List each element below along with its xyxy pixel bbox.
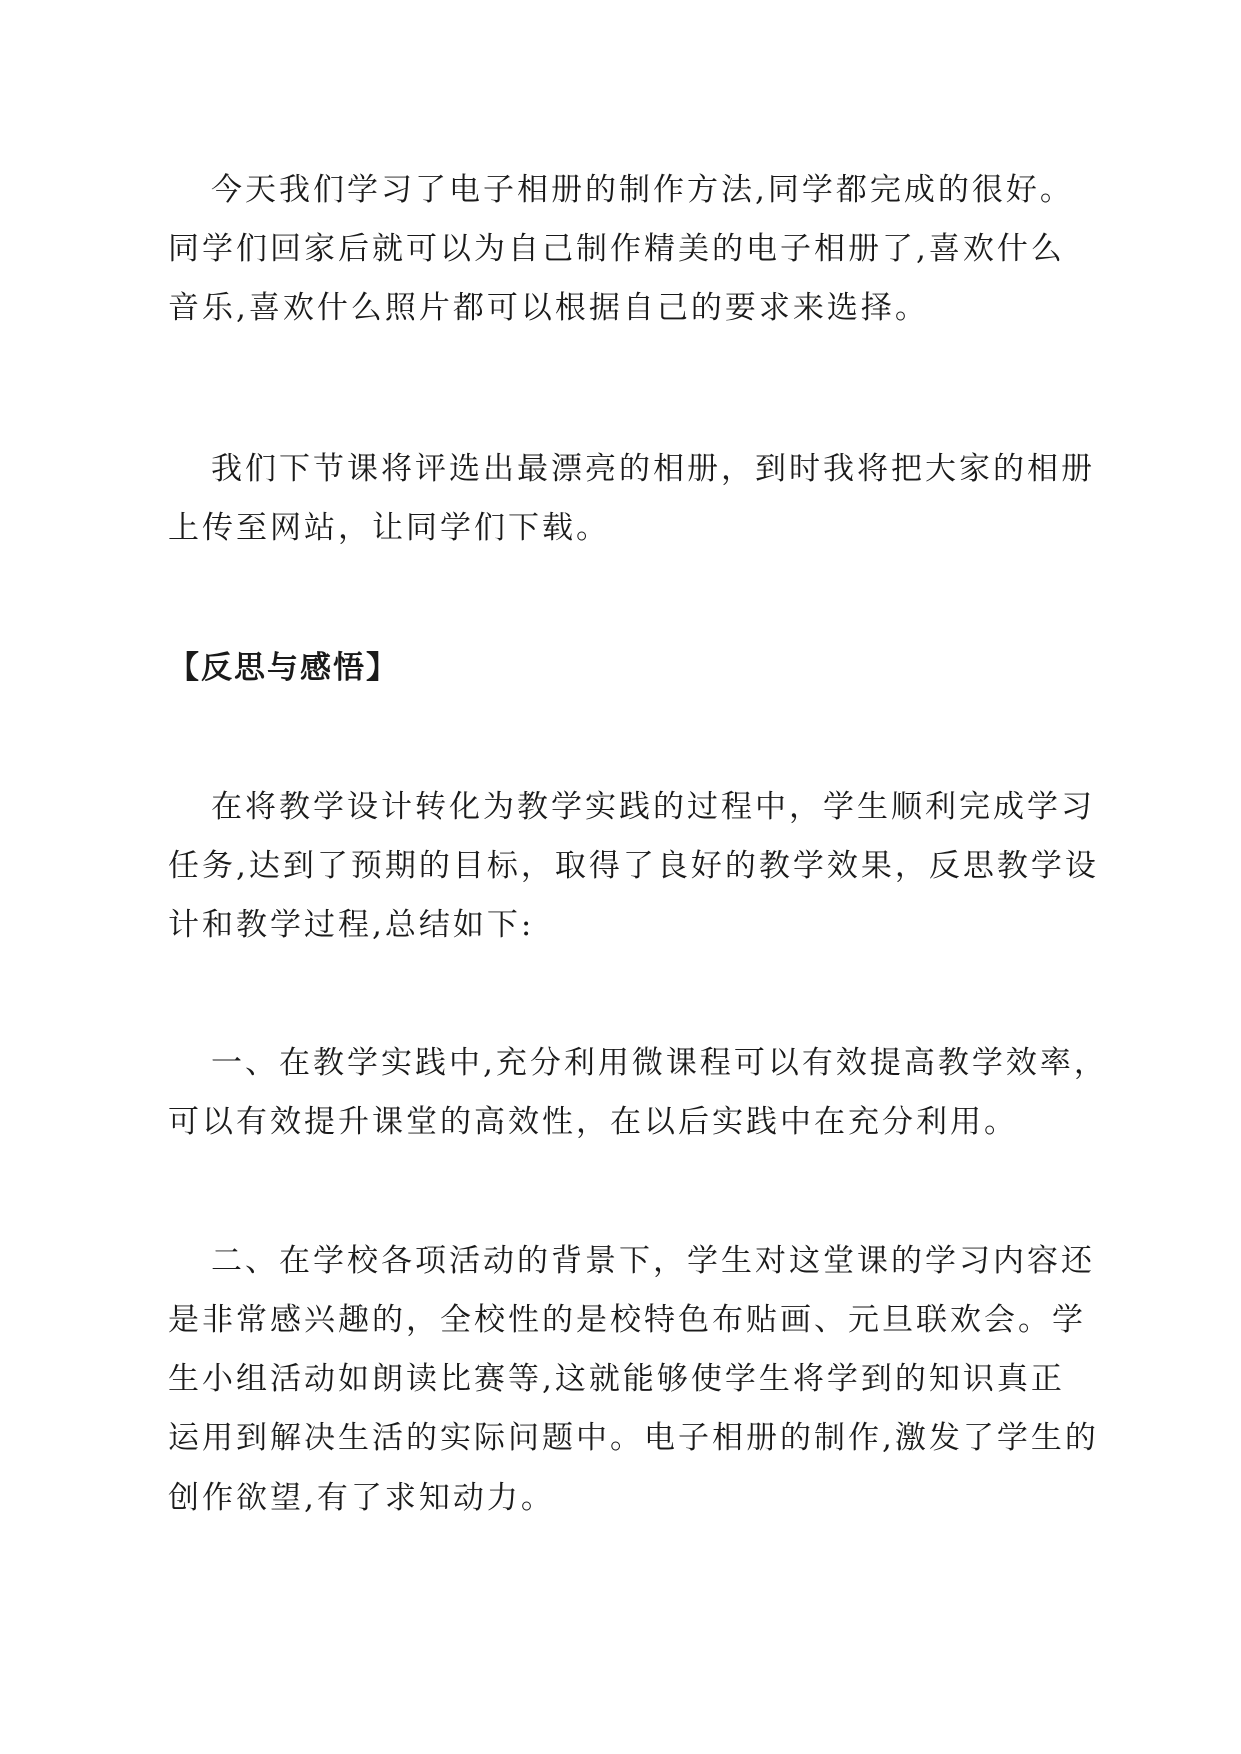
paragraph-line: 上传至网站，让同学们下载。 (168, 510, 610, 546)
paragraph-line: 一、在教学实践中,充分利用微课程可以有效提高教学效率， (211, 1045, 1108, 1081)
paragraph-line: 音乐,喜欢什么照片都可以根据自己的要求来选择。 (168, 290, 929, 326)
paragraph-line: 运用到解决生活的实际问题中。电子相册的制作,激发了学生的 (168, 1420, 1099, 1456)
paragraph-line: 创作欲望,有了求知动力。 (168, 1480, 555, 1516)
paragraph-line: 我们下节课将评选出最漂亮的相册，到时我将把大家的相册 (211, 451, 1095, 487)
paragraph-line: 今天我们学习了电子相册的制作方法,同学都完成的很好。 (211, 172, 1074, 208)
section-heading: 【反思与感悟】 (168, 650, 399, 686)
paragraph-line: 在将教学设计转化为教学实践的过程中，学生顺利完成学习 (211, 789, 1095, 825)
paragraph-line: 计和教学过程,总结如下: (168, 907, 535, 943)
paragraph-line: 二、在学校各项活动的背景下，学生对这堂课的学习内容还 (211, 1243, 1095, 1279)
paragraph-line: 同学们回家后就可以为自己制作精美的电子相册了,喜欢什么 (168, 231, 1065, 267)
paragraph-line: 可以有效提升课堂的高效性，在以后实践中在充分利用。 (168, 1104, 1018, 1140)
paragraph-line: 生小组活动如朗读比赛等,这就能够使学生将学到的知识真正 (168, 1361, 1065, 1397)
paragraph-line: 任务,达到了预期的目标，取得了良好的教学效果，反思教学设 (168, 848, 1099, 884)
paragraph-line: 是非常感兴趣的，全校性的是校特色布贴画、元旦联欢会。学 (168, 1302, 1086, 1338)
